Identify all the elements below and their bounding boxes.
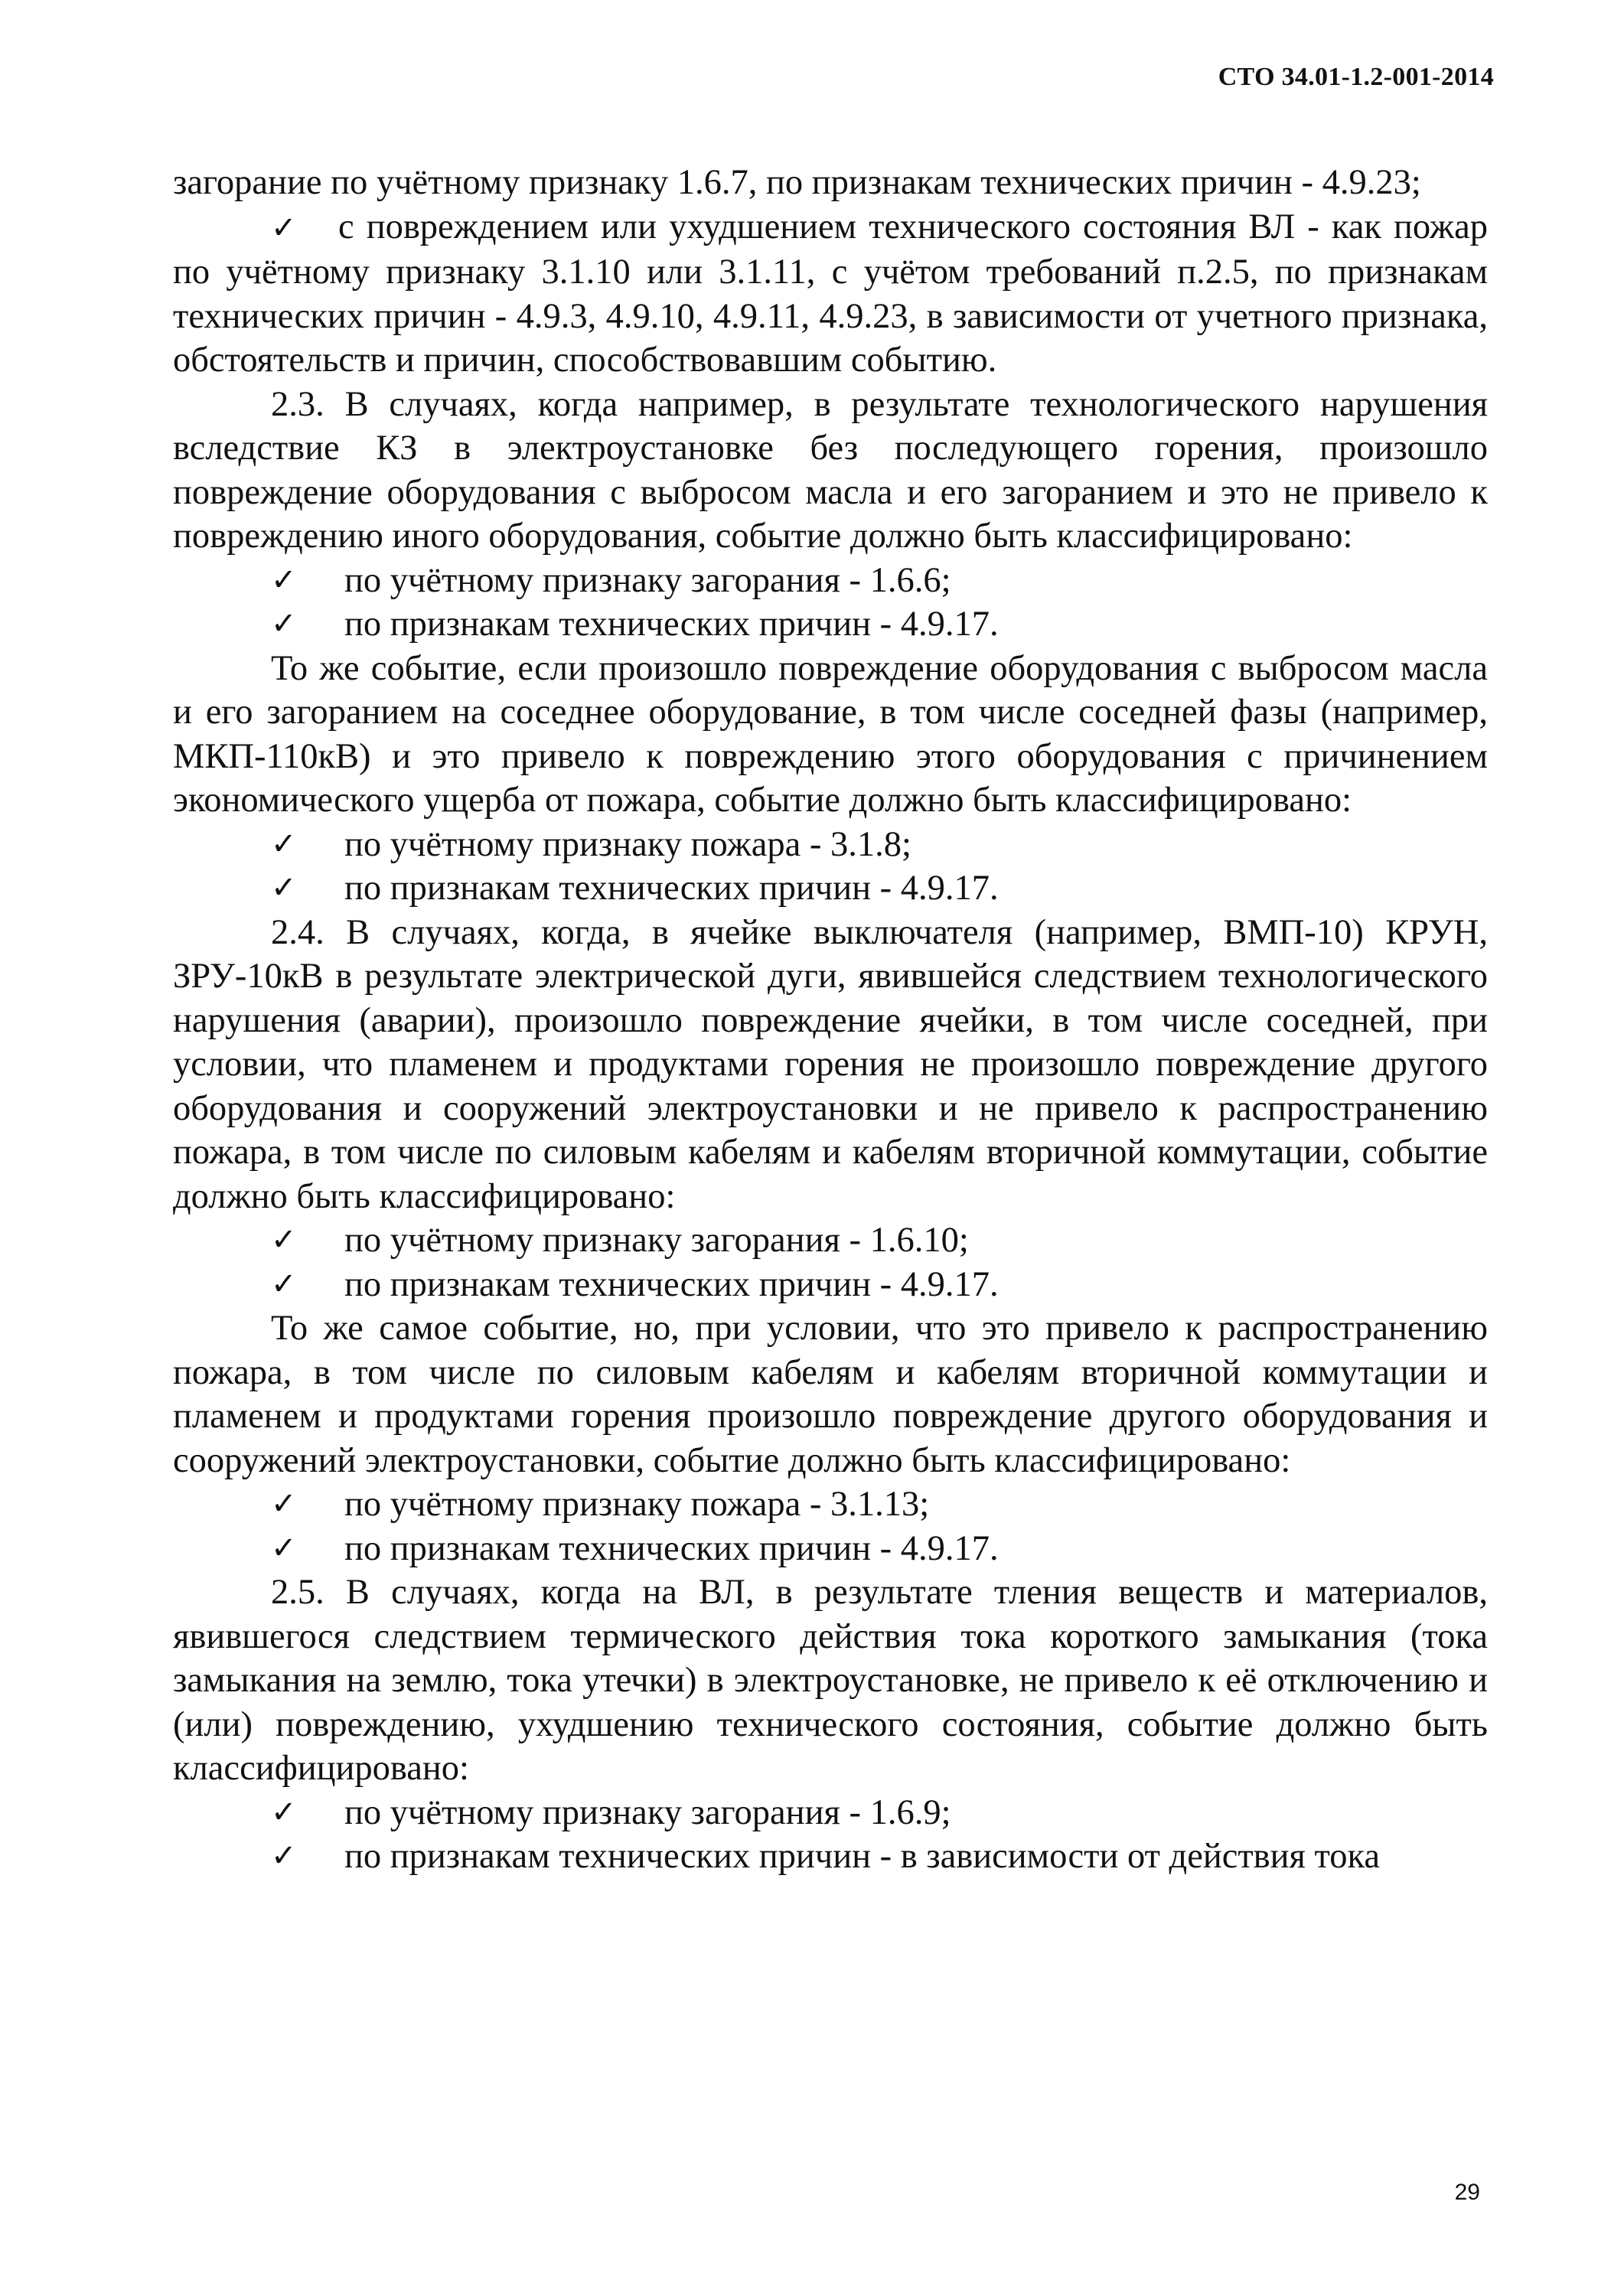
- document-code: СТО 34.01-1.2-001-2014: [1218, 63, 1494, 91]
- checkmark-icon: ✓: [271, 826, 297, 862]
- bullet-text: по учётному признаку загорания - 1.6.9;: [344, 1792, 951, 1832]
- checkmark-icon: ✓: [271, 1838, 297, 1874]
- section-2-4: 2.4. В случаях, когда, в ячейке выключателя (например, ВМП-10) КРУН, ЗРУ-10кВ в результате электрической дуги, явившейся следствием технологического нарушения (аварии), произошло повреждение ячейки, в том числе соседней, при условии, что пламенем и продуктами горения не произошло повреждение другого оборудования и сооружений электроустановки и не привело к распространению пожара, в том числе по силовым кабелям и кабелям вторичной коммутации, событие должно быть классифицировано:: [173, 912, 1488, 1216]
- checkmark-icon: ✓: [271, 210, 297, 246]
- checkmark-icon: ✓: [271, 1794, 297, 1830]
- bullet-item: [173, 1835, 1488, 1879]
- checkmark-icon: ✓: [271, 1222, 297, 1257]
- document-body: [173, 161, 1488, 1879]
- bullet-text: по учётному признаку загорания - 1.6.10;: [344, 1221, 969, 1260]
- bullet-item: [173, 1791, 1488, 1835]
- paragraph-continuation: загорание по учётному признаку 1.6.7, по признакам технических причин - 4.9.23;: [173, 163, 1421, 202]
- bullet-text: по признакам технических причин - в зависимости от действия тока: [344, 1837, 1381, 1876]
- bullet-text: с повреждением или ухудшением технического состояния ВЛ - как пожар по учётному признаку 3.1.10 или 3.1.11, с учётом требований п.2.5, по признакам технических причин - 4.9.3, 4.9.10, 4.9.11, 4.9.23, в зависимости от учетного признака, обстоятельств и причин, способствовавшим событию.: [173, 207, 1488, 380]
- bullet-text: по признакам технических причин - 4.9.17.: [344, 605, 999, 644]
- checkmark-icon: ✓: [271, 606, 297, 641]
- page-number: 29: [1454, 2180, 1480, 2205]
- bullet-item: [173, 1527, 1488, 1571]
- checkmark-icon: ✓: [271, 1266, 297, 1302]
- bullet-text: по признакам технических причин - 4.9.17.: [344, 1528, 999, 1568]
- bullet-item: [173, 205, 1488, 383]
- bullet-item: [173, 866, 1488, 911]
- bullet-item: [173, 823, 1488, 867]
- checkmark-icon: ✓: [271, 1530, 297, 1566]
- section-2-3: 2.3. В случаях, когда например, в результате технологического нарушения вследствие КЗ в электроустановке без последующего горения, произошло повреждение оборудования с выбросом масла и его загоранием и это не привело к повреждению иного оборудования, событие должно быть классифицировано:: [173, 384, 1488, 556]
- checkmark-icon: ✓: [271, 562, 297, 598]
- checkmark-icon: ✓: [271, 1486, 297, 1521]
- bullet-item: [173, 559, 1488, 603]
- bullet-text: по учётному признаку загорания - 1.6.6;: [344, 560, 951, 600]
- checkmark-icon: ✓: [271, 870, 297, 905]
- section-2-5: 2.5. В случаях, когда на ВЛ, в результате тления веществ и материалов, явившегося следствием термического действия тока короткого замыкания (тока замыкания на землю, тока утечки) в электроустановке, не привело к её отключению и (или) повреждению, ухудшению технического состояния, событие должно быть классифицировано:: [173, 1573, 1488, 1788]
- bullet-text: по учётному признаку пожара - 3.1.13;: [344, 1485, 930, 1524]
- bullet-item: [173, 1263, 1488, 1307]
- bullet-text: по учётному признаку пожара - 3.1.8;: [344, 824, 911, 864]
- bullet-text: по признакам технических причин - 4.9.17.: [344, 869, 999, 908]
- bullet-item: [173, 1218, 1488, 1263]
- bullet-text: по признакам технических причин - 4.9.17.: [344, 1264, 999, 1304]
- paragraph-same-event: То же событие, если произошло повреждение оборудования с выбросом масла и его загоранием на соседнее оборудование, в том числе соседней фазы (например, МКП-110кВ) и это привело к повреждению этого оборудования с причинением экономического ущерба от пожара, событие должно быть классифицировано:: [173, 648, 1488, 820]
- bullet-item: [173, 1482, 1488, 1527]
- paragraph-same-event-2: То же самое событие, но, при условии, что это привело к распространению пожара, в том числе по силовым кабелям и кабелям вторичной коммутации и пламенем и продуктами горения произошло повреждение другого оборудования и сооружений электроустановки, событие должно быть классифицировано:: [173, 1309, 1488, 1480]
- bullet-item: [173, 602, 1488, 647]
